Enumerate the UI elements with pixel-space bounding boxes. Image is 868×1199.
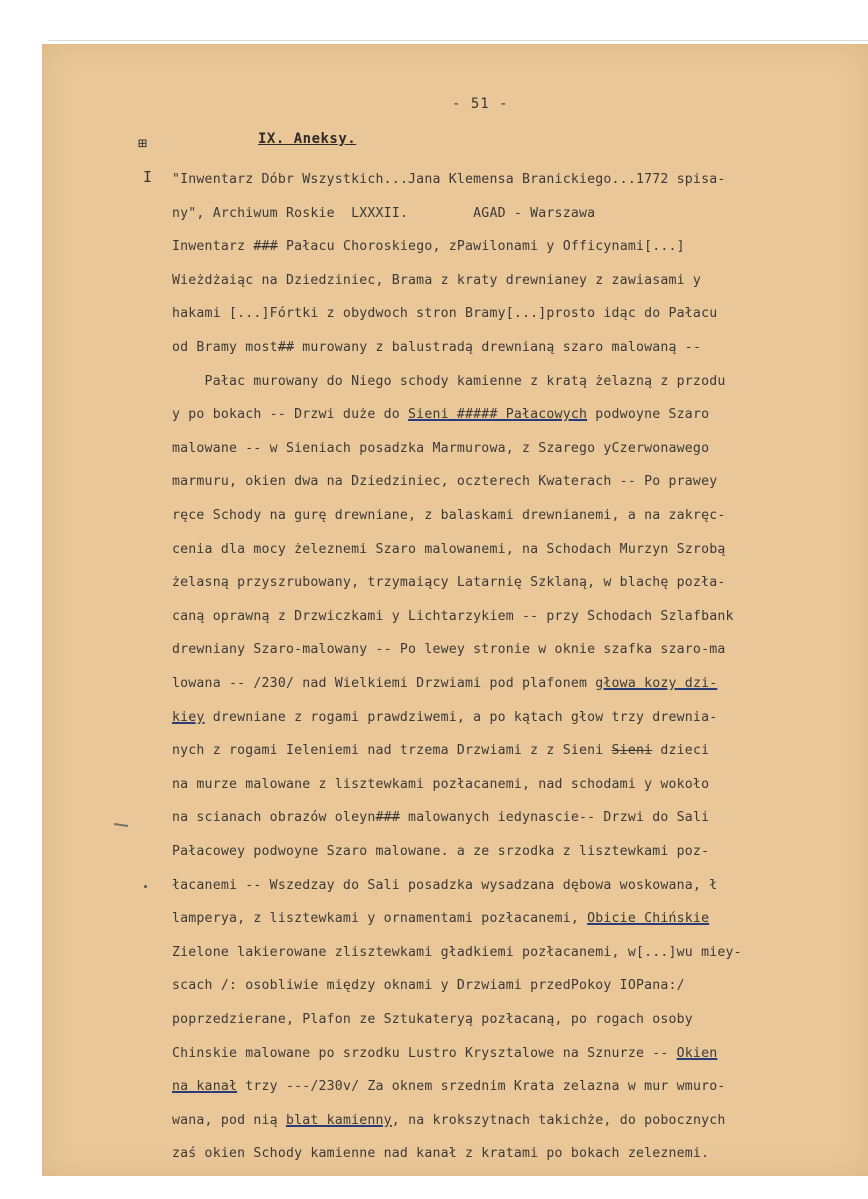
text-segment: zaś okien Schody kamienne nad kanał z kratami po bokach zeleznemi. (172, 1146, 710, 1162)
margin-dot (144, 885, 147, 888)
text-segment: hakami [...]Fórtki z obydwoch stron Bramy[...]prosto idąc do Pałacu (172, 306, 718, 322)
text-segment: Pałacu Choroskiego, zPawilonami y Officynami[...] (277, 239, 685, 255)
text-line (172, 640, 726, 660)
margin-mark-symbol: ⊞ (138, 134, 148, 152)
text-line (172, 573, 726, 593)
text-segment: malowane -- w Sieniach posadzka Marmurowa, z Szarego yCzerwonawego (172, 440, 710, 456)
margin-mark-numeral: I (143, 168, 153, 186)
text-line (172, 1010, 693, 1030)
text-line (172, 1044, 717, 1064)
text-segment: lamperya, z lisztewkami y ornamentami pozłacanemi, (172, 911, 588, 927)
text-line (172, 540, 726, 560)
text-line (172, 338, 701, 358)
text-segment: od Bramy most (172, 340, 278, 355)
page-number: - 51 - (452, 96, 509, 112)
text-line (172, 775, 709, 795)
text-segment: podwoyne Szaro (587, 407, 710, 423)
text-segment: Pałac murowany do Niego schody kamienne z kratą żelazną z przodu (172, 373, 726, 389)
text-segment: Inwentarz (172, 239, 254, 255)
text-line (172, 909, 709, 929)
text-line (172, 708, 717, 728)
underlined-phrase: głowa kozy dzi- (595, 676, 718, 691)
text-line (172, 372, 726, 392)
text-line (172, 674, 717, 694)
text-segment: poprzedzierane, Plafon ze Sztukateryą pozłacaną, po rogach osoby (172, 1012, 693, 1027)
text-line (172, 472, 717, 492)
text-segment: Zielone lakierowane zlisztewkami gładkiemi pozłacanemi, w[...]wu miey- (172, 944, 742, 960)
text-segment: , na krokszytnach takichże, do pobocznych (391, 1112, 726, 1128)
text-line (172, 1144, 709, 1164)
text-line (172, 808, 709, 828)
text-segment: wana, pod nią (172, 1112, 286, 1128)
underlined-phrase: kiey (172, 709, 205, 725)
underlined-phrase: Sieni ##### Pałacowych (408, 407, 588, 423)
text-line (172, 876, 717, 896)
text-line (172, 204, 595, 224)
struck-out-text: ### (375, 810, 400, 826)
text-segment: lowana -- /230/ nad Wielkiemi Drzwiami pod plafonem (172, 676, 596, 691)
text-line (172, 976, 685, 996)
text-segment: Wieżdżaiąc na Dziedziniec, Brama z kraty drewnianey z zawiasami y (172, 272, 702, 288)
text-line (172, 506, 726, 526)
text-line (172, 439, 709, 459)
underlined-phrase: blat kamienny (285, 1112, 392, 1128)
text-segment: trzy ---/230v/ Za oknem srzednim Krata zelazna w mur wmuro- (237, 1079, 726, 1095)
text-line (172, 741, 709, 761)
text-segment: Pałacowey podwoyne Szaro malowane. a ze srzodka z lisztewkami poz- (172, 844, 710, 859)
text-line (172, 1111, 726, 1131)
text-line (172, 170, 726, 190)
text-segment: drewniane z rogami prawdziwemi, a po kątach głow trzy drewnia- (204, 709, 718, 725)
text-segment: na scianach obrazów oleyn (172, 810, 376, 826)
text-line (172, 237, 685, 257)
text-segment: Chinskie malowane po srzodku Lustro Krysztalowe na Sznurze -- (172, 1045, 677, 1061)
text-segment: ny", Archiwum Roskie LXXXII. AGAD - Warszawa (172, 205, 596, 221)
text-line (172, 304, 717, 324)
text-line (172, 842, 709, 862)
text-line (172, 405, 709, 425)
text-segment: cenia dla mocy żeleznemi Szaro malowanemi, na Schodach Murzyn Szrobą (172, 541, 726, 557)
section-heading: IX. Aneksy. (258, 131, 357, 147)
struck-out-text: Sieni (611, 743, 653, 759)
text-segment: żelasną przyszrubowany, trzymaiący Latarnię Szklaną, w blachę pozła- (172, 575, 726, 591)
text-segment: murowany z balustradą drewnianą szaro malowaną -- (294, 340, 702, 355)
underlined-phrase: Obicie Chińskie (587, 911, 710, 927)
text-segment: dzieci (652, 743, 710, 759)
underlined-phrase: Okien (676, 1045, 718, 1061)
struck-out-text: ## (277, 340, 295, 355)
text-segment: drewniany Szaro-malowany -- Po lewey stronie w oknie szafka szaro-ma (172, 642, 726, 658)
text-line (172, 943, 742, 963)
underlined-phrase: na kanał (172, 1079, 238, 1095)
text-segment: marmuru, okien dwa na Dziedziniec, oczterech Kwaterach -- Po prawey (172, 474, 718, 490)
text-segment: scach /: osobliwie między oknami y Drzwiami przedPokoy IOPana:/ (172, 978, 685, 994)
text-segment: y po bokach -- Drzwi duże do (172, 407, 409, 423)
text-line (172, 607, 734, 627)
text-segment: nych z rogami Ieleniemi nad trzema Drzwiami z z Sieni (172, 743, 612, 759)
text-segment: łacanemi -- Wszedzay do Sali posadzka wysadzana dębowa woskowana, ł (172, 877, 718, 893)
text-line (172, 1077, 726, 1097)
text-segment: ręce Schody na gurę drewniane, z balaskami drewnianemi, a na zakręc- (172, 508, 726, 523)
text-segment: caną oprawną z Drzwiczkami y Lichtarzykiem -- przy Schodach Szlafbank (172, 608, 734, 624)
text-segment: na murze malowane z lisztewkami pozłacanemi, nad schodami y wokoło (172, 776, 710, 792)
text-line (172, 271, 701, 291)
text-segment: "Inwentarz Dóbr Wszystkich...Jana Klemensa Branickiego...1772 spisa- (172, 172, 726, 187)
scan-top-edge (48, 40, 868, 41)
struck-out-text: ### (253, 239, 278, 255)
text-segment: malowanych iedynascie-- Drzwi do Sali (399, 810, 710, 826)
